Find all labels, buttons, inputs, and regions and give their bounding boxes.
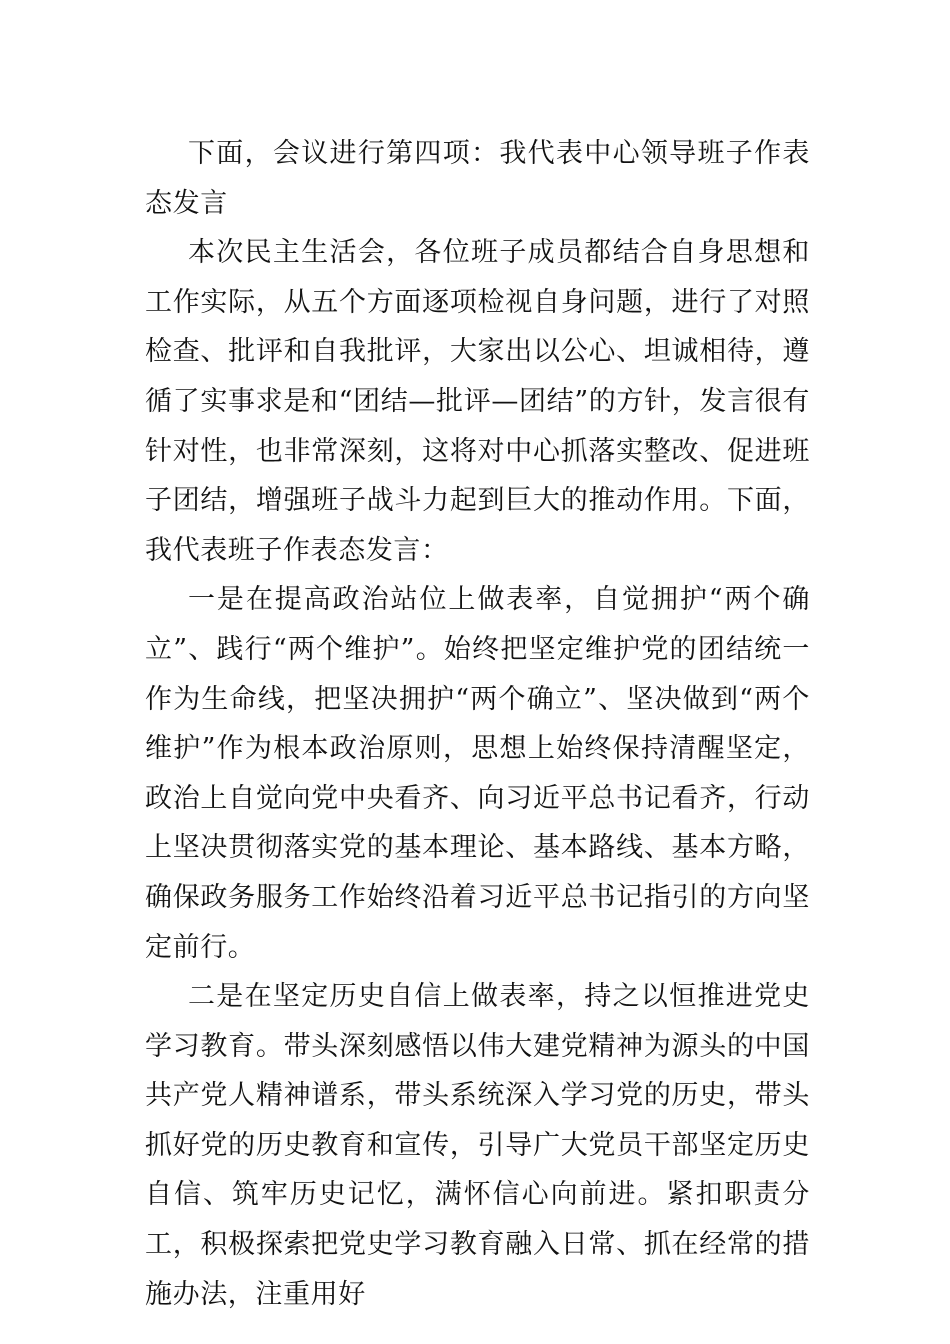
paragraph-intro: 本次民主生活会，各位班子成员都结合自身思想和工作实际，从五个方面逐项检视自身问题，进行了对照检查、批评和自我批评，大家出以公心、坦诚相待，遵循了实事求是和“团结—批评—团结”的方针，发言很有针对性，也非常深刻，这将对中心抓落实整改、促进班子团结，增强班子战斗力起到巨大的推动作用。下面，我代表班子作表态发言： [145, 237, 810, 566]
paragraph-point-two: 二是在坚定历史自信上做表率，持之以恒推进党史学习教育。带头深刻感悟以伟大建党精神为源头的中国共产党人精神谱系，带头系统深入学习党的历史，带头抓好党的历史教育和宣传，引导广大党员干部坚定历史自信、筑牢历史记忆，满怀信心向前进。紧扣职责分工，积极探索把党史学习教育融入日常、抓在经常的措施办法，注重用好 [145, 981, 810, 1310]
paragraph-meeting-item: 下面，会议进行第四项：我代表中心领导班子作表态发言 [145, 138, 810, 219]
paragraph-point-one: 一是在提高政治站位上做表率，自觉拥护“两个确立”、践行“两个维护”。始终把坚定维护党的团结统一作为生命线，把坚决拥护“两个确立”、坚决做到“两个维护”作为根本政治原则，思想上始终保持清醒坚定，政治上自觉向党中央看齐、向习近平总书记看齐，行动上坚决贯彻落实党的基本理论、基本路线、基本方略，确保政务服务工作始终沿着习近平总书记指引的方向坚定前行。 [145, 584, 810, 963]
document-body [145, 129, 810, 1319]
